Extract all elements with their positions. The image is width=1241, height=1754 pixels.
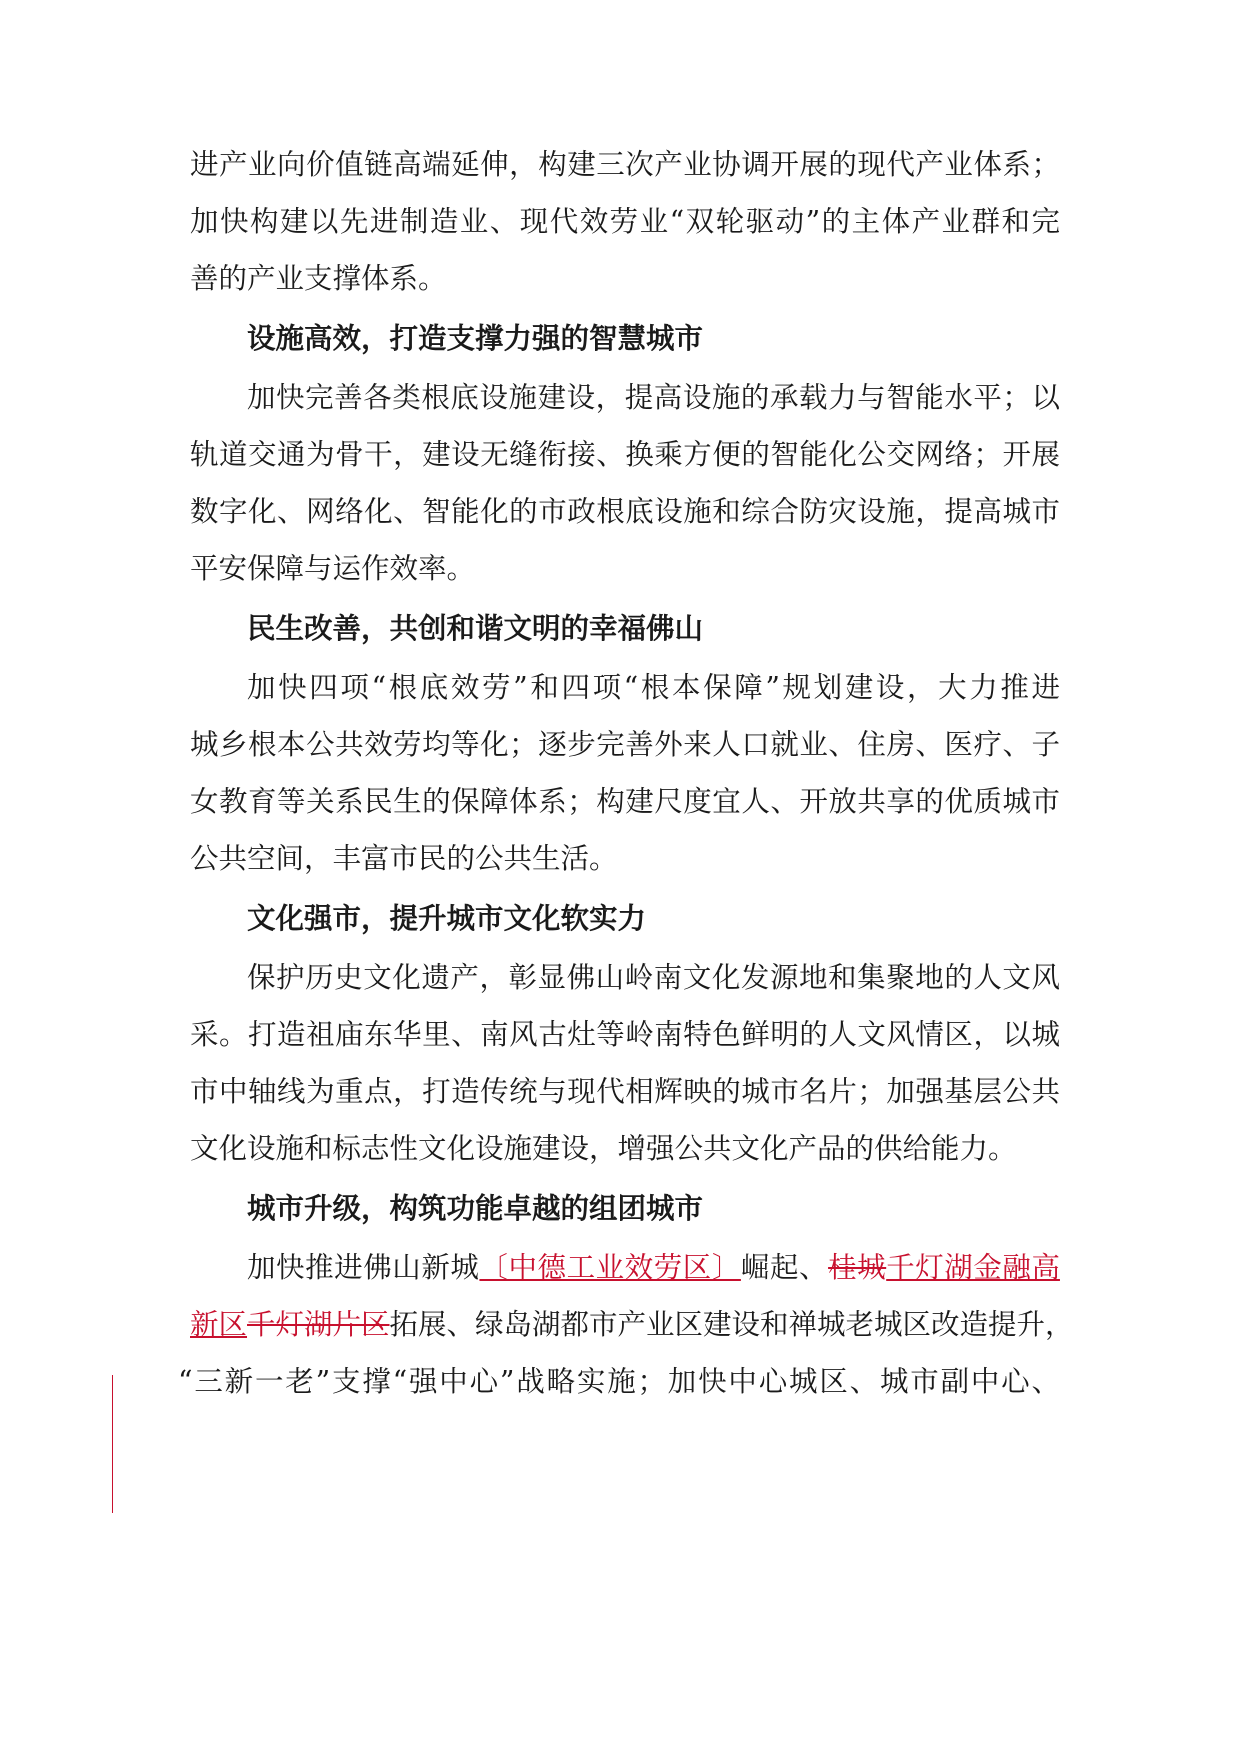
paragraph-line: 市中轴线为重点，打造传统与现代相辉映的城市名片；加强基层公共 <box>190 1075 1060 1108</box>
deleted-text: 千灯湖片区 <box>247 1308 390 1341</box>
paragraph-line: 女教育等关系民生的保障体系；构建尺度宜人、开放共享的优质城市 <box>190 785 1060 818</box>
section-heading: 设施高效，打造支撑力强的智慧城市 <box>247 322 704 355</box>
paragraph-line: 城乡根本公共效劳均等化；逐步完善外来人口就业、住房、医疗、子 <box>190 728 1060 761</box>
section-heading: 民生改善，共创和谐文明的幸福佛山 <box>247 612 704 645</box>
paragraph-line: 进产业向价值链高端延伸，构建三次产业协调开展的现代产业体系； <box>190 148 1060 181</box>
text-run: 拓展、绿岛湖都市产业区建设和禅城老城区改造提升， <box>389 1308 1074 1341</box>
paragraph-line: 加快构建以先进制造业、现代效劳业“双轮驱动”的主体产业群和完 <box>190 205 1060 238</box>
paragraph-line: 加快完善各类根底设施建设，提高设施的承载力与智能水平；以 <box>247 381 1060 414</box>
paragraph-line: 采。打造祖庙东华里、南风古灶等岭南特色鲜明的人文风情区，以城 <box>190 1018 1060 1051</box>
paragraph-line: “三新一老”支撑“强中心”战略实施；加快中心城区、城市副中心、 <box>178 1365 1060 1398</box>
paragraph-line: 保护历史文化遗产，彰显佛山岭南文化发源地和集聚地的人文风 <box>247 961 1060 994</box>
paragraph-line: 轨道交通为骨干，建设无缝衔接、换乘方便的智能化公交网络；开展 <box>190 438 1060 471</box>
paragraph-line: 加快四项“根底效劳”和四项“根本保障”规划建设，大力推进 <box>247 671 1060 704</box>
inserted-text: 千灯湖金融高 <box>886 1251 1060 1284</box>
paragraph-line-revised <box>247 1248 1060 1288</box>
section-heading: 城市升级，构筑功能卓越的组团城市 <box>247 1192 704 1225</box>
section-heading: 文化强市，提升城市文化软实力 <box>247 902 647 935</box>
deleted-text: 桂城 <box>828 1251 887 1284</box>
paragraph-line: 数字化、网络化、智能化的市政根底设施和综合防灾设施，提高城市 <box>190 495 1060 528</box>
paragraph-line: 善的产业支撑体系。 <box>190 262 447 295</box>
text-run: 崛起、 <box>740 1251 829 1284</box>
paragraph-line: 文化设施和标志性文化设施建设，增强公共文化产品的供给能力。 <box>190 1132 1017 1165</box>
paragraph-line: 公共空间，丰富市民的公共生活。 <box>190 842 618 875</box>
paragraph-line: 平安保障与运作效率。 <box>190 552 476 585</box>
paragraph-line-revised <box>190 1305 1074 1345</box>
text-run: 加快推进佛山新城 <box>247 1251 480 1284</box>
inserted-text: 〔中德工业效劳区〕 <box>479 1251 741 1284</box>
inserted-text: 新区 <box>190 1308 248 1341</box>
revision-change-bar <box>112 1375 113 1513</box>
